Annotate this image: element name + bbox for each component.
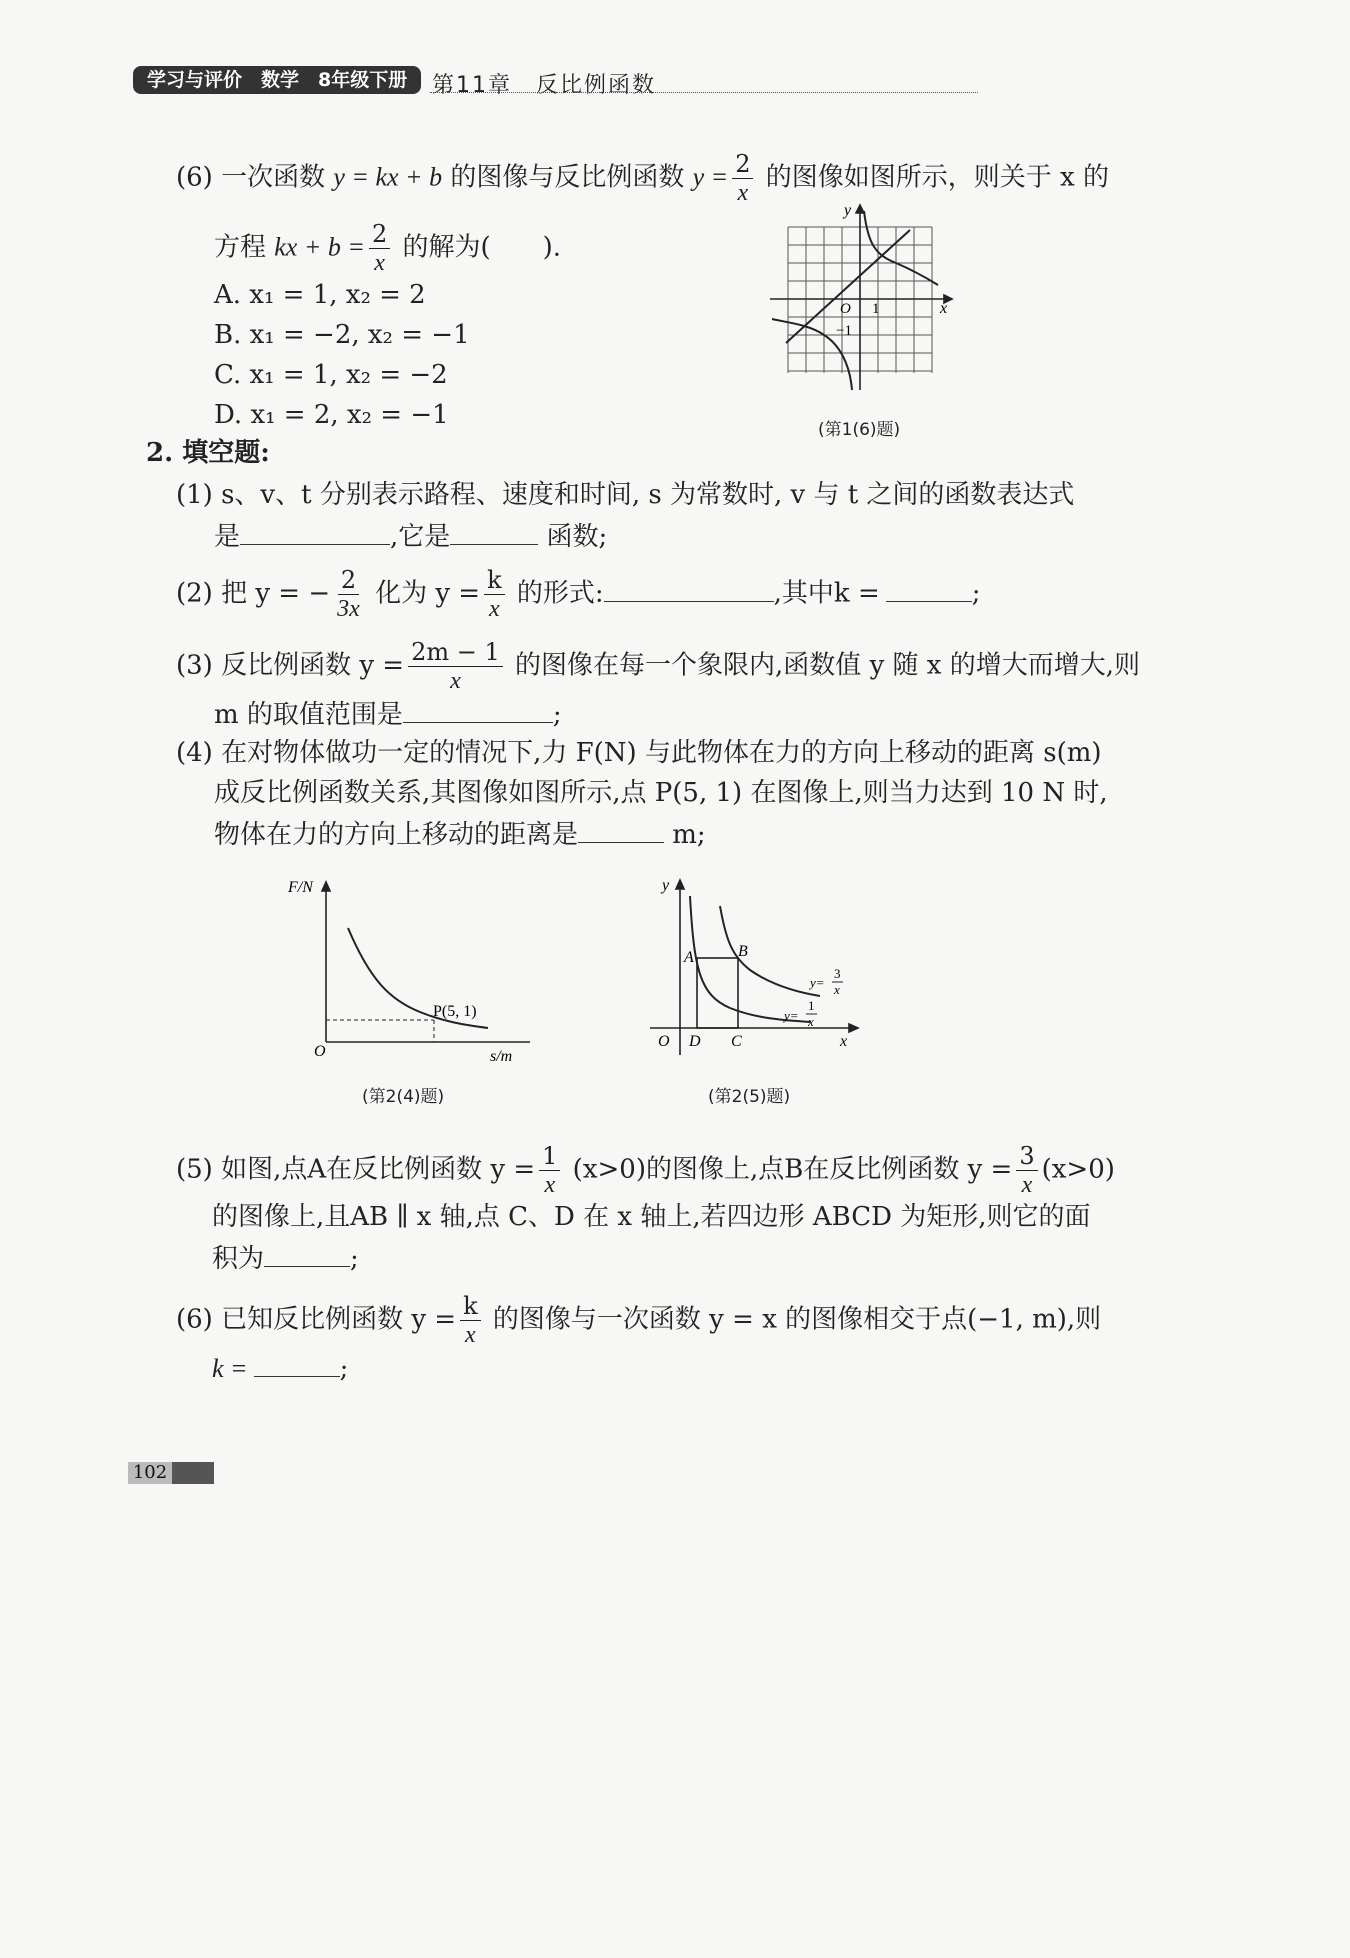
- fraction: $\frac{k}{x}$: [484, 566, 505, 623]
- answer-blank[interactable]: [264, 1240, 350, 1267]
- header-bar: [133, 66, 421, 94]
- fig4-point-label: P(5, 1): [433, 1003, 477, 1020]
- axis-y-label: y: [844, 202, 852, 219]
- q2-2: (2) 把 y = − $\frac{2}{3x}$ 化为 y = $\frac{k}{x}$ 的形式: ,其中k = ;: [176, 566, 981, 622]
- answer-blank[interactable]: [578, 816, 664, 843]
- answer-blank[interactable]: [886, 575, 972, 602]
- option-b: B. x₁ = −2, x₂ = −1: [214, 320, 470, 350]
- fig4-xlabel: s/m: [490, 1048, 513, 1065]
- curve3-num: 3: [834, 966, 841, 981]
- q2-4-line2: 成反比例函数关系,其图像如图所示,点 P(5, 1) 在图像上,则当力达到 10 N 时,: [214, 778, 1108, 808]
- option-d: D. x₁ = 2, x₂ = −1: [214, 400, 449, 430]
- answer-blank[interactable]: [403, 696, 553, 723]
- curve1-num: 1: [808, 998, 815, 1013]
- rectangle-ABCD: [697, 958, 738, 1028]
- axes: [770, 205, 952, 390]
- label-C: C: [731, 1033, 742, 1050]
- fig4-ylabel: F/N: [288, 879, 313, 896]
- curve1-den: x: [808, 1014, 814, 1029]
- tick-1-label: 1: [872, 301, 880, 317]
- header-dotted-line: [430, 92, 978, 93]
- fraction: $\frac{k}{x}$: [460, 1292, 481, 1349]
- fig4-origin: O: [314, 1043, 326, 1060]
- fraction: $\frac{2}{3x}$: [337, 566, 360, 622]
- axis-x-label: x: [940, 300, 948, 317]
- answer-blank[interactable]: [604, 575, 774, 602]
- answer-blank[interactable]: [254, 1350, 340, 1377]
- label-A: A: [684, 949, 694, 966]
- option-a: A. x₁ = 1, x₂ = 2: [214, 280, 426, 310]
- origin-label: O: [840, 301, 851, 317]
- page-number: 102: [128, 1462, 172, 1484]
- fraction: $\frac{2m - 1}{x}$: [408, 638, 503, 695]
- q1-6-line1: (6) 一次函数 y = kx + b 的图像与反比例函数 y = $\frac{2}{x}$ 的图像如图所示，则关于 x 的: [176, 150, 1109, 206]
- curve-y-1-over-x: [690, 896, 810, 1022]
- hyperbola-q1: [864, 211, 938, 285]
- q2-4-line1: (4) 在对物体做功一定的情况下,力 F(N) 与此物体在力的方向上移动的距离 s(m): [176, 738, 1102, 768]
- tick-neg1-label: −1: [836, 323, 852, 339]
- q2-1-line1: (1) s、v、t 分别表示路程、速度和时间, s 为常数时, v 与 t 之间的函数表达式: [176, 480, 1075, 510]
- fraction: $\frac{1}{x}$: [539, 1142, 560, 1199]
- q2-3-line2: m 的取值范围是 ;: [214, 696, 562, 732]
- figure-2-5: [640, 870, 870, 1060]
- curve-y-3-over-x: [720, 906, 820, 996]
- fraction: $\frac{2}{x}$: [369, 220, 390, 277]
- fig5-x-label: x: [840, 1033, 848, 1050]
- figure-1-6: [760, 195, 960, 400]
- answer-blank[interactable]: [450, 518, 538, 545]
- curve3-den: x: [834, 982, 840, 997]
- fig5-origin: O: [658, 1033, 670, 1050]
- curve1-label: y=: [784, 1008, 799, 1023]
- figure-2-5-caption: (第2(5)题): [708, 1087, 791, 1107]
- q2-5-line3: 积为 ;: [212, 1240, 359, 1276]
- q2-1-line2: 是 ,它是 函数;: [214, 518, 607, 554]
- figure-2-4: [280, 870, 540, 1070]
- q2-heading: 2. 填空题:: [146, 438, 270, 468]
- fraction: $\frac{3}{x}$: [1016, 1142, 1037, 1199]
- label-B: B: [738, 943, 748, 960]
- q2-5-line2: 的图像上,且AB ∥ x 轴,点 C、D 在 x 轴上,若四边形 ABCD 为矩形,则它的面: [212, 1202, 1091, 1232]
- fig5-y-label: y: [662, 877, 670, 894]
- figure-2-4-caption: (第2(4)题): [362, 1087, 445, 1107]
- q2-4-line3: 物体在力的方向上移动的距离是 m;: [214, 816, 706, 852]
- option-c: C. x₁ = 1, x₂ = −2: [214, 360, 448, 390]
- page-number-box: [128, 1462, 214, 1484]
- figure-1-6-caption: (第1(6)题): [818, 420, 901, 440]
- curve3-label: y=: [810, 975, 825, 990]
- q2-3-line1: (3) 反比例函数 y = $\frac{2m - 1}{x}$ 的图像在每一个象限内,函数值 y 随 x 的增大而增大,则: [176, 638, 1140, 694]
- q2-6-line1: (6) 已知反比例函数 y = $\frac{k}{x}$ 的图像与一次函数 y = x 的图像相交于点(−1, m),则: [176, 1292, 1102, 1348]
- book-title: 学习与评价 数学 8年级下册: [133, 66, 421, 94]
- q1-6-line2: 方程 kx + b = $\frac{2}{x}$ 的解为( ).: [214, 220, 562, 276]
- answer-blank[interactable]: [240, 518, 390, 545]
- chapter-title: 第11章 反比例函数: [432, 73, 656, 98]
- label-D: D: [689, 1033, 701, 1050]
- fraction: $\frac{2}{x}$: [732, 150, 753, 207]
- q2-6-line2: k = ;: [212, 1350, 348, 1386]
- q2-5-line1: (5) 如图,点A在反比例函数 y = $\frac{1}{x}$ (x>0)的图像上,点B在反比例函数 y = $\frac{3}{x}$ (x>0): [176, 1142, 1115, 1198]
